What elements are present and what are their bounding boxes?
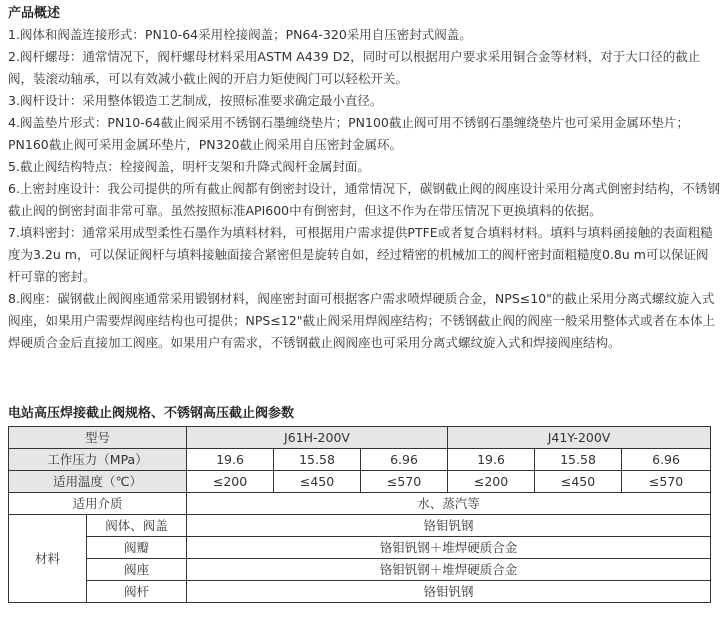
overview-heading: 产品概述 xyxy=(8,6,61,21)
temperature-cell: ≤570 xyxy=(622,471,711,493)
overview-paragraph-4: 4.阀盖垫片形式：PN10-64截止阀采用不锈钢石墨缠绕垫片；PN100截止阀可用不锈钢石墨缠绕垫片也可采用金属环垫片；PN160截止阀可采用金属环垫片，PN320截止阀采用自压密封金属环。 xyxy=(8,115,689,152)
material-part: 阀杆 xyxy=(87,581,187,603)
pressure-cell: 15.58 xyxy=(535,449,622,471)
overview-paragraph-7: 7.填料密封：通常采用成型柔性石墨作为填料材料，可根据用户需求提供PTFE或者复合填料材料。填料与填料函接触的表面粗糙度为3.2u m，可以保证阀杆与填料接触面接合紧密但是旋转自如，经过精密的机械加工的阀杆密封面粗糙度0.8u m可以保证阀杆可靠的密封。 xyxy=(8,225,713,284)
table-row-model xyxy=(9,427,711,449)
table-row-temperature xyxy=(9,471,711,493)
overview-paragraph-2: 2.阀杆螺母：通常情况下，阀杆螺母材料采用ASTM A439 D2，同时可以根据用户要求采用铜合金等材料，对于大口径的截止阀，装滚动轴承，可以有效减小截止阀的开启力矩使阀门可以轻松开关。 xyxy=(8,49,701,86)
material-part: 阀瓣 xyxy=(87,537,187,559)
table-row-material xyxy=(9,581,711,603)
overview-paragraph-5: 5.截止阀结构特点：栓接阀盖，明杆支架和升降式阀杆金属封面。 xyxy=(8,159,370,174)
material-value: 铬钼钒钢 xyxy=(187,515,711,537)
temperature-label: 适用温度（℃） xyxy=(9,471,187,493)
medium-label: 适用介质 xyxy=(9,493,187,515)
table-row-medium xyxy=(9,493,711,515)
overview-paragraph-3: 3.阀杆设计：采用整体锻造工艺制成，按照标准要求确定最小直径。 xyxy=(8,93,383,108)
model-j41y: J41Y-200V xyxy=(448,427,711,449)
temperature-cell: ≤200 xyxy=(448,471,535,493)
overview-paragraph-1: 1.阀体和阀盖连接形式：PN10-64采用栓接阀盖；PN64-320采用自压密封式阀盖。 xyxy=(8,27,472,42)
material-value: 铬钼钒钢＋堆焊硬质合金 xyxy=(187,537,711,559)
pressure-cell: 6.96 xyxy=(622,449,711,471)
temperature-cell: ≤450 xyxy=(535,471,622,493)
pressure-cell: 19.6 xyxy=(187,449,274,471)
overview-paragraph-6: 6.上密封座设计：我公司提供的所有截止阀都有倒密封设计，通常情况下，碳钢截止阀的阀座设计采用分离式倒密封结构，不锈钢截止阀的倒密封面非常可靠。虽然按照标准API600中有倒密封，但这不作为在带压情况下更换填料的依据。 xyxy=(8,181,720,218)
overview-paragraph-8: 8.阀座：碳钢截止阀阀座通常采用锻钢材料，阀座密封面可根据客户需求喷焊硬质合金，NPS≤10"的截止采用分离式螺纹旋入式阀座，如果用户需要焊阀座结构也可提供；NPS≤12"截止阀采用焊阀座结构；不锈钢截止阀的阀座一般采用整体式或者在本体上焊硬质合金后直接加工阀座。如果用户有需求，不锈钢截止阀阀座也可采用分离式螺纹旋入式和焊接阀座结构。 xyxy=(8,291,715,350)
model-label: 型号 xyxy=(9,427,187,449)
pressure-label: 工作压力（MPa） xyxy=(9,449,187,471)
spec-table-title: 电站高压焊接截止阀规格、不锈钢高压截止阀参数 xyxy=(8,406,295,421)
material-label: 材料 xyxy=(9,515,87,603)
pressure-cell: 15.58 xyxy=(274,449,361,471)
pressure-cell: 19.6 xyxy=(448,449,535,471)
temperature-cell: ≤570 xyxy=(361,471,448,493)
material-part: 阀座 xyxy=(87,559,187,581)
table-row-pressure xyxy=(9,449,711,471)
product-overview xyxy=(8,4,720,354)
material-value: 铬钼钒钢＋堆焊硬质合金 xyxy=(187,559,711,581)
temperature-cell: ≤450 xyxy=(274,471,361,493)
spec-table xyxy=(8,426,711,603)
medium-value: 水、蒸汽等 xyxy=(187,493,711,515)
table-row-material xyxy=(9,515,711,537)
material-value: 铬钼钒钢 xyxy=(187,581,711,603)
table-row-material xyxy=(9,559,711,581)
model-j61h: J61H-200V xyxy=(187,427,448,449)
table-row-material xyxy=(9,537,711,559)
temperature-cell: ≤200 xyxy=(187,471,274,493)
material-part: 阀体、阀盖 xyxy=(87,515,187,537)
pressure-cell: 6.96 xyxy=(361,449,448,471)
